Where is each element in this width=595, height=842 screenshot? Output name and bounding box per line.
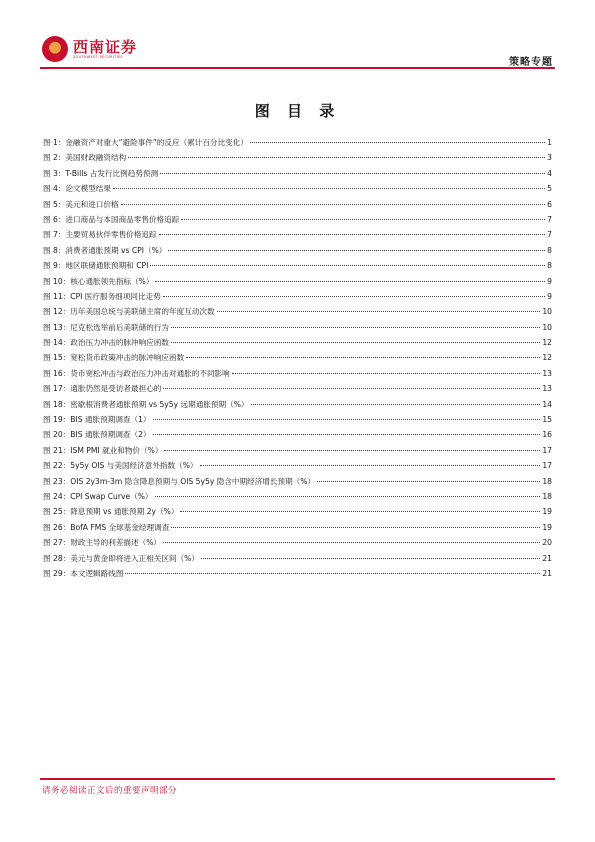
toc-entry-label[interactable]: 图 25：降息预期 vs 通胀预期 2y（%） [43,507,179,517]
toc-entry[interactable] [43,137,552,152]
toc-entry-page[interactable]: 9 [547,291,552,301]
toc-entry-page[interactable]: 16 [542,430,552,440]
toc-entry-label[interactable]: 图 20：BIS 通胀预期调查（2） [43,430,151,440]
toc-dot-leader [125,573,540,574]
toc-entry[interactable] [43,476,552,491]
toc-entry-label[interactable]: 图 6：进口商品与本国商品零售价格追踪 [43,214,180,224]
toc-dot-leader [250,142,545,143]
toc-entry[interactable] [43,322,552,337]
toc-entry-page[interactable]: 4 [547,168,552,178]
toc-entry[interactable] [43,337,552,352]
toc-entry-label[interactable]: 图 14：政治压力冲击的脉冲响应函数 [43,338,169,348]
toc-entry[interactable] [43,306,552,321]
toc-entry[interactable] [43,276,552,291]
toc-entry-page[interactable]: 13 [542,368,552,378]
toc-dot-leader [163,388,540,389]
toc-dot-leader [201,558,540,559]
toc-dot-leader [164,450,540,451]
header-divider [40,67,555,69]
toc-entry[interactable] [43,399,552,414]
toc-entry-page[interactable]: 8 [547,245,552,255]
toc-entry-label[interactable]: 图 11：CPI 医疗服务细项同比走势 [43,291,161,301]
toc-entry-label[interactable]: 图 9：地区联储通胀预期和 CPI [43,261,149,271]
toc-entry-label[interactable]: 图 12：历年美国总统与美联储主席的年度互动次数 [43,307,215,317]
toc-entry-page[interactable]: 7 [547,230,552,240]
toc-dot-leader [186,357,540,358]
toc-entry-page[interactable]: 21 [542,568,552,578]
toc-entry[interactable] [43,214,552,229]
toc-entry[interactable] [43,383,552,398]
toc-entry[interactable] [43,445,552,460]
toc-entry-label[interactable]: 图 28：美元与黄金即将进入正相关区间（%） [43,553,199,563]
toc-entry-page[interactable]: 7 [547,214,552,224]
toc-dot-leader [128,157,545,158]
footer-divider [40,778,555,780]
toc-entry-label[interactable]: 图 7：主要贸易伙伴零售价格追踪 [43,230,157,240]
toc-entry-page[interactable]: 19 [542,507,552,517]
toc-dot-leader [200,465,541,466]
toc-entry-page[interactable]: 1 [547,138,552,147]
toc-entry-label[interactable]: 图 19：BIS 通胀预期调查（1） [43,415,151,425]
toc-entry-page[interactable]: 5 [547,184,552,194]
toc-dot-leader [163,542,540,543]
logo-english-name: SOUTHWEST SECURITIES [73,55,123,59]
toc-entry[interactable] [43,199,552,214]
toc-entry[interactable] [43,460,552,475]
logo-name: 西南证券 [73,38,138,56]
toc-entry[interactable] [43,368,552,383]
toc-entry-page[interactable]: 14 [542,399,552,409]
toc-entry[interactable] [43,568,552,583]
toc-entry-label[interactable]: 图 8：消费者通胀预期 vs CPI（%） [43,245,167,255]
toc-entry-page[interactable]: 10 [542,307,552,317]
toc-entry[interactable] [43,491,552,506]
toc-entry-page[interactable]: 19 [542,522,552,532]
toc-dot-leader [180,511,540,512]
toc-entry-page[interactable]: 21 [542,553,552,563]
toc-dot-leader [155,281,545,282]
toc-entry[interactable] [43,245,552,260]
toc-list [43,137,552,583]
toc-entry-label[interactable]: 图 29：本文逻辑路线图 [43,568,124,578]
toc-entry-label[interactable]: 图 18：密歇根消费者通胀预期 vs 5y5y 远期通胀预期（%） [43,399,249,409]
toc-entry[interactable] [43,553,552,568]
toc-entry[interactable] [43,414,552,429]
toc-dot-leader [160,173,545,174]
toc-entry-page[interactable]: 15 [542,415,552,425]
toc-dot-leader [163,296,545,297]
toc-entry-page[interactable]: 18 [542,491,552,501]
toc-entry-label[interactable]: 图 13：尼克松选举前后美联储的行为 [43,322,169,332]
toc-entry[interactable] [43,183,552,198]
toc-entry-page[interactable]: 20 [542,538,552,548]
toc-dot-leader [232,373,541,374]
toc-entry-label[interactable]: 图 26：BofA FMS 全球基金经理调查 [43,522,170,532]
brand-logo [42,34,192,68]
toc-dot-leader [159,234,546,235]
toc-dot-leader [153,434,541,435]
report-type-tag: 策略专题 [509,57,553,68]
toc-dot-leader [113,188,545,189]
toc-entry-page[interactable]: 13 [542,384,552,394]
toc-entry-label[interactable]: 图 1：金融资产对重大“避险事件”的反应（累计百分比变化） [43,138,248,147]
toc-entry-label[interactable]: 图 17：通胀仍然是受访者最担心的 [43,384,162,394]
toc-entry[interactable] [43,291,552,306]
toc-entry[interactable] [43,537,552,552]
toc-entry[interactable] [43,522,552,537]
toc-entry-label[interactable]: 图 16：货币宽松冲击与政治压力冲击对通胀的不同影响 [43,368,230,378]
toc-entry-label[interactable]: 图 22：5y5y OIS 与美国经济意外指数（%） [43,461,198,471]
toc-entry-page[interactable]: 12 [542,353,552,363]
disclaimer-note: 请务必阅读正文后的重要声明部分 [42,786,178,796]
toc-entry-label[interactable]: 图 10：核心通胀领先指标（%） [43,276,154,286]
toc-entry-label[interactable]: 图 24：CPI Swap Curve（%） [43,491,153,501]
toc-entry-label[interactable]: 图 4：论文模型结果 [43,184,111,194]
toc-entry-page[interactable]: 9 [547,276,552,286]
toc-entry-label[interactable]: 图 3：T-Bills 占发行比例趋势预测 [43,168,159,178]
toc-entry[interactable] [43,429,552,444]
toc-entry-label[interactable]: 图 27：财政主导的利差描述（%） [43,538,162,548]
toc-dot-leader [181,219,545,220]
toc-entry[interactable] [43,152,552,167]
toc-dot-leader [217,311,541,312]
toc-entry-page[interactable]: 18 [542,476,552,486]
toc-dot-leader [171,342,540,343]
toc-dot-leader [155,496,541,497]
toc-dot-leader [171,527,540,528]
toc-entry-page[interactable]: 17 [542,445,552,455]
toc-entry-label[interactable]: 图 5：美元和进口价格 [43,199,119,209]
toc-entry-label[interactable]: 图 2：美国财政融资结构 [43,153,127,163]
toc-entry[interactable] [43,168,552,183]
toc-entry[interactable] [43,506,552,521]
toc-dot-leader [153,419,541,420]
toc-entry-page[interactable]: 3 [547,153,552,163]
toc-entry-page[interactable]: 10 [542,322,552,332]
toc-entry[interactable] [43,260,552,275]
toc-dot-leader [251,404,541,405]
toc-dot-leader [317,481,540,482]
toc-entry[interactable] [43,229,552,244]
toc-dot-leader [150,265,545,266]
toc-entry-page[interactable]: 17 [542,461,552,471]
toc-entry-page[interactable]: 8 [547,261,552,271]
toc-dot-leader [171,327,540,328]
toc-entry-label[interactable]: 图 21：ISM PMI 就业和物价（%） [43,445,163,455]
toc-entry-label[interactable]: 图 15：宽松货币政策冲击的脉冲响应函数 [43,353,185,363]
toc-dot-leader [121,204,546,205]
toc-dot-leader [168,250,545,251]
toc-entry[interactable] [43,352,552,367]
toc-entry-page[interactable]: 6 [547,199,552,209]
logo-icon [42,36,68,62]
toc-title: 图 目 录 [254,102,341,120]
toc-entry-label[interactable]: 图 23：OIS 2y3m-3m 隐含降息预期与 OIS 5y5y 隐含中期经济增长预期（%） [43,476,316,486]
toc-entry-page[interactable]: 12 [542,338,552,348]
